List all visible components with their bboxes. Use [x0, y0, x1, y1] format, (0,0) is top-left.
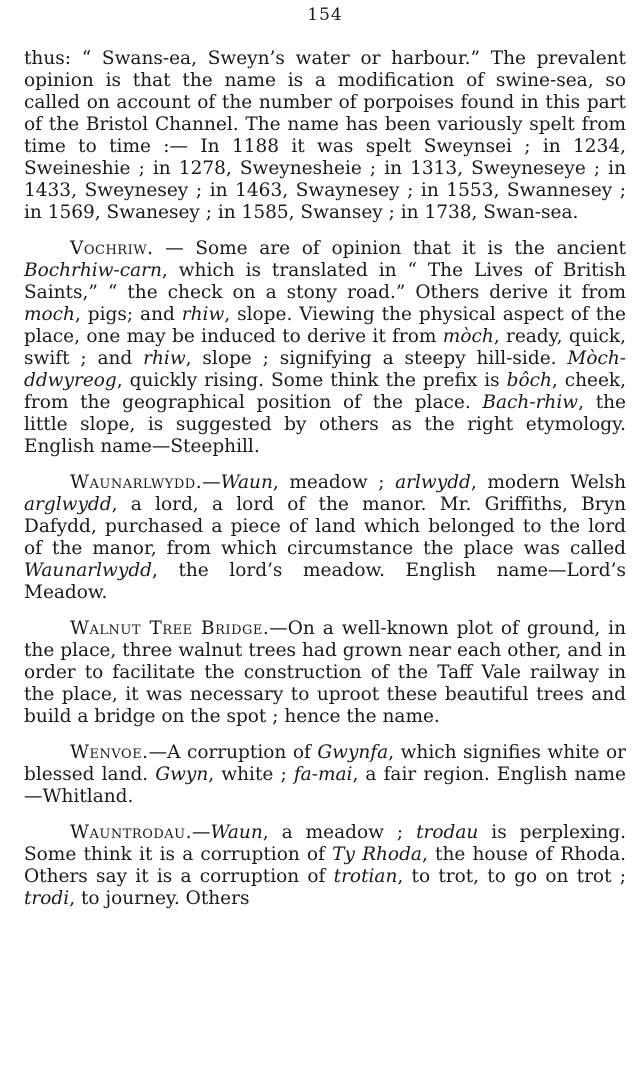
body-text: , which signifies white or blessed land. [24, 742, 626, 785]
italic-term: Bochrhiw-carn [24, 260, 162, 281]
body-text: , a lord, a lord of the manor. Mr. Griffiths, Bryn Dafydd, purchased a piece of land which belonged to the lord of the manor, from which circumstance the place was called [24, 494, 626, 559]
paragraph-swansea [24, 48, 626, 224]
body-text: , a meadow ; [262, 822, 417, 843]
body-text: thus: “ Swans-ea, Sweyn’s water or harbour.” The prevalent opinion is that the name is a modification of swine-sea, so called on account of the number of porpoises found in this part of the Bristol Channel. The name has been variously spelt from time to time :— In 1188 it was spelt Sweynsei ; in 1234, Sweineshie ; in 1278, Sweynesheie ; in 1313, Sweyneseye ; in 1433, Sweynesey ; in 1463, Swaynesey ; in 1553, Swannesey ; in 1569, Swanesey ; in 1585, Swansey ; in 1738, Swan-sea. [24, 48, 626, 223]
body-text: , white ; [208, 764, 294, 785]
paragraph-wauntrodau [24, 822, 626, 910]
body-text: — Some are of opinion that it is the ancient [153, 238, 626, 259]
body-text: , the lord’s meadow. English name—Lord’s Meadow. [24, 560, 626, 603]
paragraph-vochriw [24, 238, 626, 458]
body-text: , cheek, from the geographical position of the place. [24, 370, 627, 413]
body-text: —A corruption of [148, 742, 318, 763]
entry-heading: Wauntrodau. [70, 822, 192, 843]
body-text: , slope ; signifying a steepy hill-side. [185, 348, 568, 369]
italic-term: Waunarlwydd [24, 560, 153, 581]
body-text: , which is translated in “ The Lives of British Saints,” “ the check on a stony road.” Others derive it from [24, 260, 626, 303]
italic-term: rhiw [143, 348, 186, 369]
book-page [24, 4, 626, 924]
body-text: — [192, 822, 211, 843]
italic-term: Ty Rhoda [332, 844, 422, 865]
italic-term: fa-mai [293, 764, 353, 785]
entry-heading: Wenvoe. [70, 742, 149, 763]
italic-term: bôch [506, 370, 552, 391]
body-text: , the house of Rhoda. Others say it is a corruption of [24, 844, 626, 887]
entry-heading: Waunarlwydd. [70, 472, 203, 493]
entry-heading: Walnut Tree Bridge. [70, 618, 270, 639]
body-text: , pigs; and [74, 304, 182, 325]
italic-term: arlwydd [395, 472, 471, 493]
italic-term: trotian [333, 866, 398, 887]
body-text: , slope. Viewing the physical aspect of the place, one may be induced to derive it from [24, 304, 626, 347]
paragraph-walnut-tree-bridge [24, 618, 626, 728]
italic-term: rhiw [181, 304, 225, 325]
body-text: , modern Welsh [470, 472, 627, 493]
paragraph-waunarlwydd [24, 472, 626, 604]
italic-term: trodi [24, 888, 70, 909]
paragraph-wenvoe [24, 742, 626, 808]
body-text: , to trot, to go on trot ; [397, 866, 626, 887]
body-text: —On a well-known plot of ground, in the place, three walnut trees had grown near each other, and in order to facilitate the construction of the Taff Vale railway in the place, it was necessary to uproot these beautiful trees and build a bridge on the spot ; hence the name. [24, 618, 626, 727]
body-text: , to journey. Others [69, 888, 250, 909]
body-text: , a fair region. English name—Whitland. [24, 764, 626, 807]
page-number: 154 [307, 5, 343, 25]
body-text: , the little slope, is suggested by others as the right etymology. English name—Steephill. [24, 392, 626, 457]
body-text: — [202, 472, 221, 493]
body-text: , ready, quick, swift ; and [24, 326, 626, 369]
italic-term: mòch [442, 326, 494, 347]
italic-term: Mòch-ddwyreog [24, 348, 626, 391]
entry-heading: Vochriw. [70, 238, 154, 259]
italic-term: Waun [210, 822, 263, 843]
italic-term: Waun [220, 472, 273, 493]
italic-term: moch [24, 304, 75, 325]
italic-term: Bach-rhiw [482, 392, 579, 413]
italic-term: Gwynfa [317, 742, 389, 763]
italic-term: trodau [416, 822, 479, 843]
body-text: , quickly rising. Some think the prefix is [116, 370, 507, 391]
italic-term: Gwyn [155, 764, 209, 785]
body-text: , meadow ; [272, 472, 396, 493]
body-text: is perplexing. Some think it is a corruption of [24, 822, 626, 865]
italic-term: arglwydd [24, 494, 112, 515]
